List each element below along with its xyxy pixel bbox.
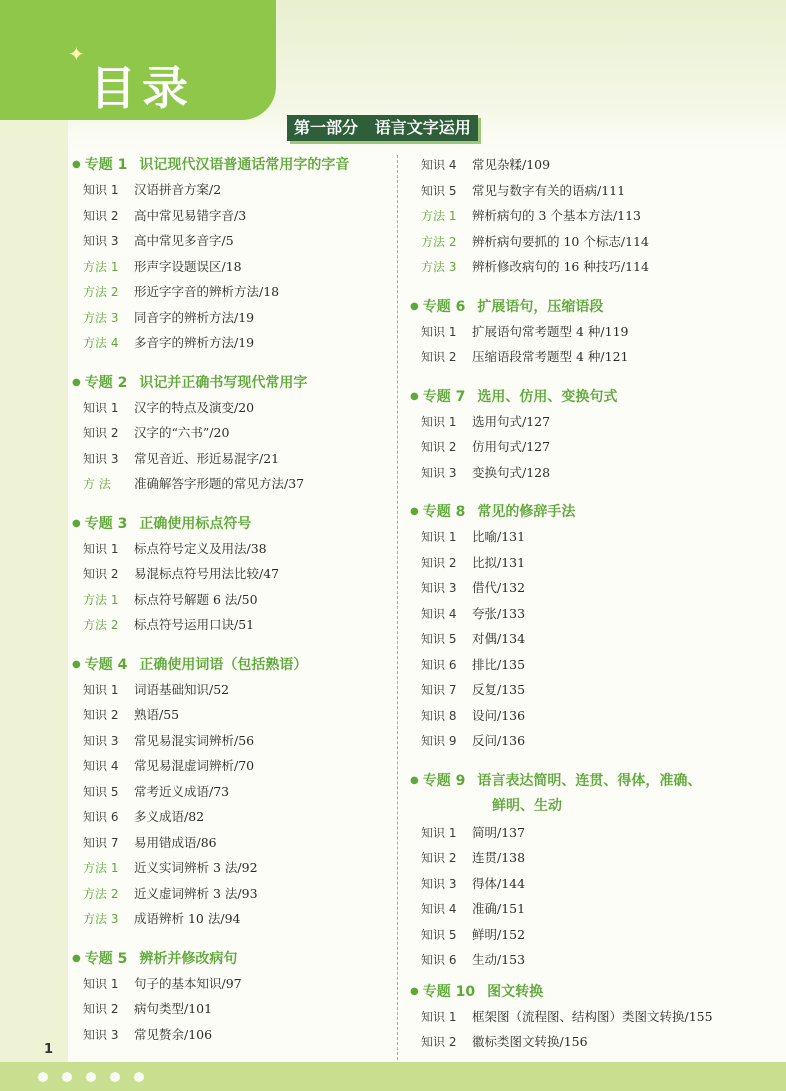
entry-label: 知识 3 xyxy=(83,733,119,748)
entry-label: 方法 1 xyxy=(83,592,119,607)
entry-label: 知识 1 xyxy=(421,414,457,429)
entry-text: 鲜明/152 xyxy=(472,926,526,942)
entry-label: 知识 7 xyxy=(421,683,457,697)
entry-text: 得体/144 xyxy=(472,875,526,891)
entry-text: 高中常见多音字/5 xyxy=(134,233,234,248)
section-gap xyxy=(410,485,780,499)
entry-text: 常见赘余/106 xyxy=(134,1026,213,1042)
topic-number: 专题 8 xyxy=(422,504,466,520)
section-gap xyxy=(410,370,780,384)
toc-right-column xyxy=(410,152,780,1055)
entry-label: 知识 1 xyxy=(83,976,119,991)
entry-text: 准确/151 xyxy=(472,901,526,916)
entry-label: 知识 2 xyxy=(421,1035,457,1049)
bullet-icon: ● xyxy=(410,300,419,312)
bullet-icon: ● xyxy=(72,658,81,670)
topic-title: 辨析并修改病句 xyxy=(139,950,238,967)
entry-text: 标点符号解题 6 法/50 xyxy=(134,591,258,607)
entry-label: 方法 3 xyxy=(421,260,457,274)
entry-label: 知识 7 xyxy=(83,835,119,850)
toc-entry[interactable] xyxy=(72,906,390,932)
entry-text: 借代/132 xyxy=(472,580,526,595)
bullet-icon: ● xyxy=(410,985,419,997)
part-title: 第一部分 语言文字运用 xyxy=(287,115,478,141)
entry-label: 知识 6 xyxy=(83,810,119,824)
toc-entry[interactable] xyxy=(72,420,390,446)
entry-label: 知识 1 xyxy=(421,1009,457,1024)
entry-label: 知识 4 xyxy=(83,759,119,773)
entry-text: 框架图（流程图、结构图）类图文转换/155 xyxy=(472,1008,713,1024)
entry-text: 仿用句式/127 xyxy=(472,439,551,454)
topic-heading[interactable] xyxy=(410,979,780,1004)
entry-text: 徽标类图文转换/156 xyxy=(472,1034,588,1049)
entry-label: 方法 1 xyxy=(421,209,457,223)
toc-entry[interactable] xyxy=(410,820,780,846)
entry-label: 知识 3 xyxy=(83,1027,119,1042)
toc-entry[interactable] xyxy=(72,702,390,728)
entry-text: 句子的基本知识/97 xyxy=(134,975,242,991)
toc-entry[interactable] xyxy=(410,922,780,948)
topic-title-line2: 鲜明、生动 xyxy=(492,797,562,814)
toc-entry[interactable] xyxy=(410,178,780,204)
toc-entry[interactable] xyxy=(72,804,390,830)
entry-label: 知识 2 xyxy=(421,851,457,865)
entry-label: 知识 5 xyxy=(421,183,457,198)
entry-label: 知识 3 xyxy=(421,465,457,480)
entry-text: 设问/136 xyxy=(472,707,526,723)
footer-dot-icon xyxy=(110,1072,120,1082)
entry-label: 方法 3 xyxy=(83,310,119,325)
entry-label: 方法 4 xyxy=(83,336,119,350)
entry-label: 知识 5 xyxy=(83,784,119,799)
entry-label: 知识 3 xyxy=(421,876,457,891)
topic-title: 常见的修辞手法 xyxy=(477,504,576,520)
toc-entry[interactable] xyxy=(72,855,390,881)
entry-text: 选用句式/127 xyxy=(472,413,551,429)
toc-entry[interactable] xyxy=(410,254,780,280)
section-gap xyxy=(72,932,390,946)
entry-label: 知识 9 xyxy=(421,734,457,748)
entry-label: 知识 5 xyxy=(421,632,457,646)
section-gap xyxy=(72,638,390,652)
toc-entry[interactable] xyxy=(410,203,780,229)
toc-entry[interactable] xyxy=(72,305,390,331)
toc-entry[interactable] xyxy=(72,177,390,203)
toc-entry[interactable] xyxy=(410,601,780,627)
toc-entry[interactable] xyxy=(410,1029,780,1055)
section-gap xyxy=(72,356,390,370)
toc-entry[interactable] xyxy=(72,1022,390,1048)
entry-label: 知识 1 xyxy=(421,825,457,840)
entry-text: 辨析病句的 3 个基本方法/113 xyxy=(472,208,641,223)
entry-label: 知识 2 xyxy=(421,350,457,364)
footer-dot-icon xyxy=(86,1072,96,1082)
toc-entry[interactable] xyxy=(72,753,390,779)
toc-entry[interactable] xyxy=(72,779,390,805)
star-icon: ✦ xyxy=(68,42,85,66)
entry-text: 简明/137 xyxy=(472,824,526,840)
toc-entry[interactable] xyxy=(72,587,390,613)
toc-entry[interactable] xyxy=(72,536,390,562)
entry-label: 知识 5 xyxy=(421,927,457,942)
topic-number: 专题 1 xyxy=(84,157,128,173)
toc-entry[interactable] xyxy=(410,626,780,652)
entry-label: 知识 1 xyxy=(83,682,119,697)
entry-text: 形声字设题误区/18 xyxy=(134,258,242,274)
toc-entry[interactable] xyxy=(72,254,390,280)
entry-text: 标点符号定义及用法/38 xyxy=(134,540,267,556)
entry-label: 方法 1 xyxy=(83,259,119,274)
entry-text: 词语基础知识/52 xyxy=(134,681,230,697)
toc-entry[interactable] xyxy=(72,471,390,497)
entry-text: 熟语/55 xyxy=(134,707,180,722)
left-margin-band xyxy=(0,0,68,1091)
footer-dot-icon xyxy=(134,1072,144,1082)
bullet-icon: ● xyxy=(410,506,419,517)
bullet-icon: ● xyxy=(72,952,81,964)
entry-text: 形近字字音的辨析方法/18 xyxy=(134,284,280,299)
toc-entry[interactable] xyxy=(410,524,780,550)
entry-text: 常考近义成语/73 xyxy=(134,783,230,799)
entry-label: 知识 1 xyxy=(83,541,119,556)
page-title: 目录 xyxy=(90,61,194,115)
entry-text: 夸张/133 xyxy=(472,605,526,621)
entry-text: 易用错成语/86 xyxy=(134,834,217,850)
toc-entry[interactable] xyxy=(72,446,390,472)
entry-text: 同音字的辨析方法/19 xyxy=(134,309,255,325)
entry-label: 知识 6 xyxy=(421,953,457,967)
entry-text: 汉字的“六书”/20 xyxy=(134,425,230,440)
topic-number: 专题 9 xyxy=(422,772,466,789)
topic-number: 专题 5 xyxy=(84,950,128,967)
toc-entry[interactable] xyxy=(410,1004,780,1030)
toc-entry[interactable] xyxy=(72,881,390,907)
topic-number: 专题 6 xyxy=(422,298,466,315)
topic-heading[interactable] xyxy=(72,652,390,677)
entry-text: 常见易混虚词辨析/70 xyxy=(134,758,255,773)
topic-number: 专题 10 xyxy=(422,983,476,1000)
topic-title: 语言表达简明、连贯、得体，准确、 xyxy=(477,772,702,789)
entry-label: 知识 1 xyxy=(421,530,457,544)
entry-label: 知识 8 xyxy=(421,708,457,723)
entry-text: 易混标点符号用法比较/47 xyxy=(134,566,280,581)
entry-text: 病句类型/101 xyxy=(134,1001,213,1016)
entry-label: 知识 2 xyxy=(421,440,457,454)
toc-entry[interactable] xyxy=(410,728,780,754)
entry-text: 压缩语段常考题型 4 种/121 xyxy=(472,349,629,364)
footer-dot-icon xyxy=(38,1072,48,1082)
toc-entry[interactable] xyxy=(72,330,390,356)
toc-entry[interactable] xyxy=(410,575,780,601)
entry-label: 方法 2 xyxy=(83,618,119,632)
entry-text: 生动/153 xyxy=(472,952,526,967)
toc-entry[interactable] xyxy=(410,409,780,435)
topic-title: 正确使用词语（包括熟语） xyxy=(139,656,308,673)
topic-number: 专题 2 xyxy=(84,374,128,391)
topic-heading[interactable] xyxy=(410,768,780,793)
toc-entry[interactable] xyxy=(410,677,780,703)
toc-entry[interactable] xyxy=(72,561,390,587)
entry-label: 知识 2 xyxy=(83,208,119,223)
bullet-icon: ● xyxy=(410,774,419,786)
entry-label: 知识 2 xyxy=(83,708,119,722)
topic-title: 扩展语句，压缩语段 xyxy=(477,298,604,315)
section-gap xyxy=(72,497,390,511)
entry-text: 准确解答字形题的常见方法/37 xyxy=(134,476,305,491)
toc-entry[interactable] xyxy=(72,971,390,997)
toc-entry[interactable] xyxy=(410,434,780,460)
entry-text: 常见杂糅/109 xyxy=(472,157,551,172)
entry-label: 知识 2 xyxy=(83,1002,119,1016)
entry-text: 排比/135 xyxy=(472,656,526,672)
entry-text: 变换句式/128 xyxy=(472,464,551,480)
toc-entry[interactable] xyxy=(410,896,780,922)
entry-text: 近义实词辨析 3 法/92 xyxy=(134,860,258,875)
toc-entry[interactable] xyxy=(410,319,780,345)
entry-label: 知识 4 xyxy=(421,606,457,621)
entry-label: 知识 1 xyxy=(421,324,457,339)
entry-text: 扩展语句常考题型 4 种/119 xyxy=(472,323,629,339)
toc-entry[interactable] xyxy=(72,612,390,638)
entry-text: 成语辨析 10 法/94 xyxy=(134,911,241,926)
entry-text: 比喻/131 xyxy=(472,529,526,544)
entry-text: 常见音近、形近易混字/21 xyxy=(134,450,280,466)
topic-title: 图文转换 xyxy=(487,983,544,1000)
bullet-icon: ● xyxy=(410,390,419,402)
entry-text: 多义成语/82 xyxy=(134,809,205,824)
toc-left-column xyxy=(72,152,390,1047)
topic-heading[interactable] xyxy=(410,294,780,319)
toc-entry[interactable] xyxy=(72,677,390,703)
entry-text: 常见易混实词辨析/56 xyxy=(134,732,255,748)
topic-heading[interactable] xyxy=(410,384,780,409)
entry-text: 高中常见易错字音/3 xyxy=(134,207,247,223)
topic-title: 识记现代汉语普通话常用字的字音 xyxy=(139,157,350,173)
topic-title: 识记并正确书写现代常用字 xyxy=(139,374,308,391)
toc-entry[interactable] xyxy=(72,228,390,254)
topic-heading[interactable] xyxy=(410,499,780,524)
topic-number: 专题 4 xyxy=(84,656,128,673)
topic-title: 选用、仿用、变换句式 xyxy=(477,388,618,405)
entry-label: 方法 1 xyxy=(83,861,119,875)
entry-label: 方法 2 xyxy=(421,234,457,249)
section-gap xyxy=(410,754,780,768)
entry-text: 近义虚词辨析 3 法/93 xyxy=(134,885,258,901)
topic-heading[interactable] xyxy=(72,511,390,536)
toc-entry[interactable] xyxy=(410,344,780,370)
toc-entry[interactable] xyxy=(72,279,390,305)
entry-label: 知识 3 xyxy=(421,581,457,595)
toc-entry[interactable] xyxy=(72,203,390,229)
toc-entry[interactable] xyxy=(410,871,780,897)
topic-number: 专题 7 xyxy=(422,388,466,405)
toc-entry[interactable] xyxy=(72,395,390,421)
entry-text: 标点符号运用口诀/51 xyxy=(134,617,255,632)
entry-label: 知识 2 xyxy=(421,555,457,570)
toc-entry[interactable] xyxy=(410,152,780,178)
entry-label: 知识 3 xyxy=(83,451,119,466)
entry-label: 知识 6 xyxy=(421,657,457,672)
toc-entry[interactable] xyxy=(72,996,390,1022)
entry-label: 方法 2 xyxy=(83,285,119,299)
toc-entry[interactable] xyxy=(410,229,780,255)
page-number: 1 xyxy=(44,1042,54,1057)
entry-label: 知识 1 xyxy=(83,400,119,415)
entry-label: 知识 4 xyxy=(421,158,457,172)
toc-entry[interactable] xyxy=(72,830,390,856)
entry-label: 知识 3 xyxy=(83,234,119,248)
toc-entry[interactable] xyxy=(410,652,780,678)
entry-text: 反问/136 xyxy=(472,733,526,748)
entry-text: 反复/135 xyxy=(472,682,526,697)
toc-entry[interactable] xyxy=(410,947,780,973)
entry-text: 多音字的辨析方法/19 xyxy=(134,335,255,350)
toc-entry[interactable] xyxy=(410,845,780,871)
entry-text: 汉语拼音方案/2 xyxy=(134,182,222,197)
entry-text: 辨析修改病句的 16 种技巧/114 xyxy=(472,259,649,274)
toc-entry[interactable] xyxy=(72,728,390,754)
entry-text: 辨析病句要抓的 10 个标志/114 xyxy=(472,233,649,249)
entry-text: 比拟/131 xyxy=(472,554,526,570)
section-gap xyxy=(410,280,780,294)
topic-title: 正确使用标点符号 xyxy=(139,515,252,532)
toc-entry[interactable] xyxy=(410,550,780,576)
column-divider xyxy=(397,155,398,1060)
bullet-icon: ● xyxy=(72,517,81,529)
footer-dot-icon xyxy=(62,1072,72,1082)
entry-label: 方 法 xyxy=(83,477,111,491)
entry-text: 汉字的特点及演变/20 xyxy=(134,399,255,415)
bullet-icon: ● xyxy=(72,376,81,388)
entry-label: 方法 2 xyxy=(83,886,119,901)
topic-heading[interactable] xyxy=(72,946,390,971)
entry-label: 知识 2 xyxy=(83,567,119,581)
toc-entry[interactable] xyxy=(410,703,780,729)
topic-heading[interactable] xyxy=(72,370,390,395)
entry-label: 知识 4 xyxy=(421,902,457,916)
topic-number: 专题 3 xyxy=(84,515,128,532)
entry-label: 知识 1 xyxy=(83,183,119,197)
entry-label: 知识 2 xyxy=(83,426,119,440)
entry-label: 方法 3 xyxy=(83,912,119,926)
entry-text: 常见与数字有关的语病/111 xyxy=(472,182,626,198)
toc-entry[interactable] xyxy=(410,460,780,486)
entry-text: 连贯/138 xyxy=(472,850,526,865)
entry-text: 对偶/134 xyxy=(472,631,526,646)
bullet-icon: ● xyxy=(72,159,81,170)
topic-heading[interactable] xyxy=(72,152,390,177)
